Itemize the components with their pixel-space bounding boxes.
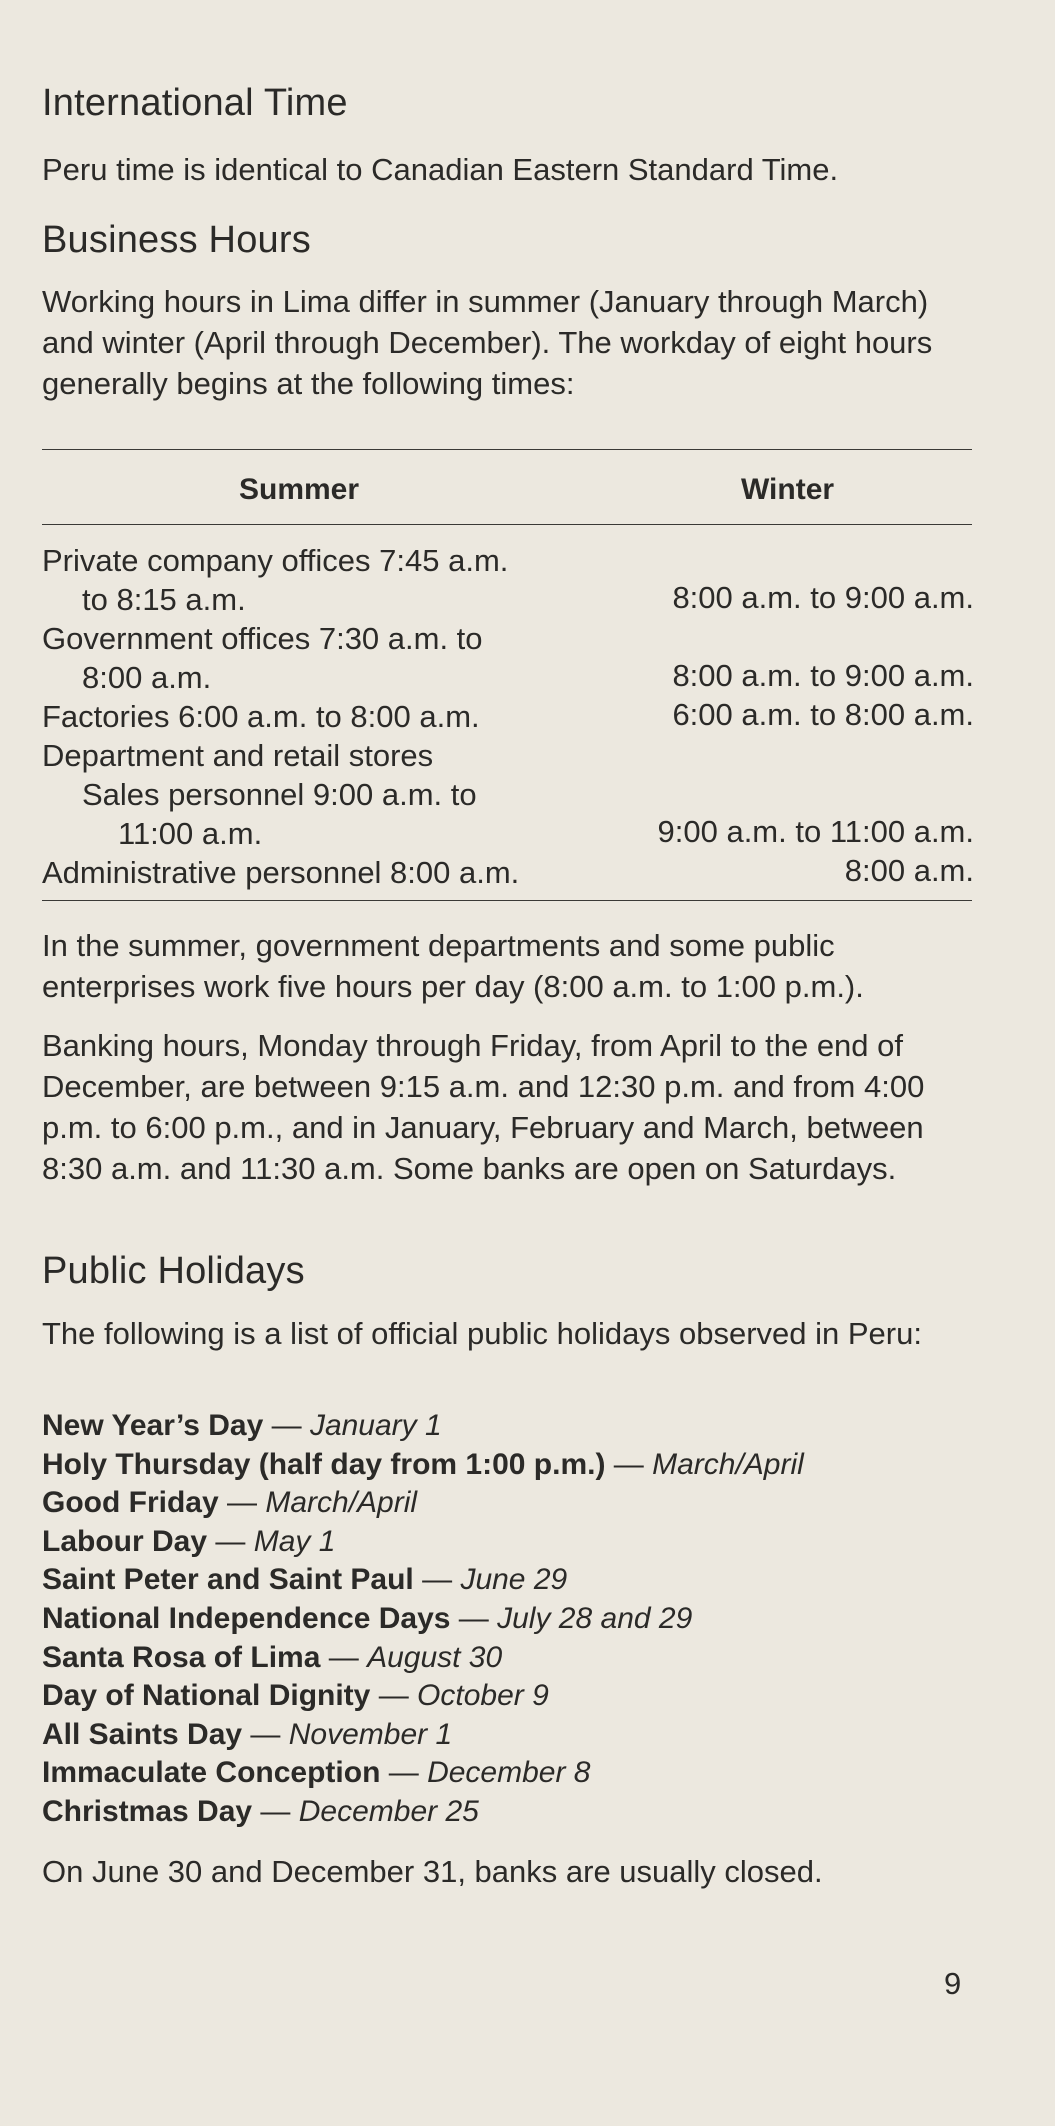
summer-cell: Sales personnel 9:00 a.m. to: [82, 777, 477, 812]
winter-cell: 8:00 a.m. to 9:00 a.m.: [672, 580, 974, 615]
winter-cell: 6:00 a.m. to 8:00 a.m.: [672, 697, 974, 732]
holiday-date: May 1: [253, 1524, 336, 1558]
international-time-text: Peru time is identical to Canadian Eastern Standard Time.: [42, 152, 839, 187]
holiday-name: Saint Peter and Saint Paul: [42, 1563, 414, 1597]
holiday-list: [42, 1407, 804, 1832]
table-top-rule: [42, 449, 972, 450]
holiday-name: All Saints Day: [42, 1717, 243, 1751]
winter-cell: 8:00 a.m. to 9:00 a.m.: [672, 658, 974, 693]
holiday-separator: —: [252, 1794, 299, 1828]
public-holidays-intro: The following is a list of official public holidays observed in Peru:: [42, 1316, 922, 1351]
business-hours-text: Working hours in Lima differ in summer (January through March) and winter (April through December). The workday of eight hours generally begins at the following times:: [42, 284, 933, 401]
list-item: [42, 1407, 804, 1446]
table-header-summer: Summer: [239, 473, 360, 506]
summer-cell: Department and retail stores: [42, 738, 434, 773]
summer-cell: 8:00 a.m.: [82, 660, 212, 695]
holiday-date: August 30: [367, 1640, 503, 1674]
holiday-date: December 8: [427, 1756, 591, 1790]
holiday-separator: —: [413, 1563, 461, 1597]
holiday-name: Santa Rosa of Lima: [42, 1640, 321, 1674]
holiday-date: June 29: [460, 1563, 568, 1597]
banking-hours-note: Banking hours, Monday through Friday, from April to the end of December, are between 9:15 a.m. and 12:30 p.m. and from 4:00 p.m. to 6:00 p.m., and in January, February and March, between 8:30 a.m. and 11:30 a.m. Some banks are open on Saturdays.: [42, 1028, 925, 1186]
holiday-name: Day of National Dignity: [42, 1679, 371, 1713]
table-bottom-rule: [42, 900, 972, 901]
summer-cell: to 8:15 a.m.: [82, 582, 246, 617]
holiday-name: Holy Thursday (half day from 1:00 p.m.): [42, 1447, 606, 1481]
holiday-separator: —: [263, 1409, 310, 1442]
holiday-name: Christmas Day: [42, 1794, 253, 1828]
holiday-date: December 25: [298, 1794, 479, 1828]
holiday-date: March/April: [265, 1486, 418, 1520]
holiday-separator: —: [605, 1447, 653, 1481]
holiday-date: March/April: [652, 1447, 804, 1481]
holiday-separator: —: [320, 1640, 368, 1674]
international-time-heading: International Time: [42, 82, 348, 124]
holiday-separator: —: [218, 1486, 266, 1520]
holiday-name: Immaculate Conception: [42, 1756, 381, 1790]
holiday-name: Good Friday: [42, 1486, 219, 1520]
summer-cell: Private company offices 7:45 a.m.: [42, 543, 509, 578]
table-header-rule: [42, 524, 972, 525]
public-holidays-heading: Public Holidays: [42, 1250, 305, 1292]
holiday-separator: —: [207, 1524, 254, 1558]
list-item: [42, 1561, 804, 1600]
summer-cell: Administrative personnel 8:00 a.m.: [42, 855, 520, 890]
holiday-separator: —: [370, 1679, 418, 1713]
winter-cell: 9:00 a.m. to 11:00 a.m.: [657, 814, 974, 849]
holiday-date: January 1: [309, 1409, 442, 1442]
business-hours-heading: Business Hours: [42, 219, 311, 261]
list-item: [42, 1600, 804, 1639]
table-header-winter: Winter: [741, 473, 835, 506]
list-item: [42, 1754, 804, 1793]
list-item: [42, 1523, 804, 1562]
summer-cell: 11:00 a.m.: [118, 816, 263, 851]
holiday-date: November 1: [288, 1717, 453, 1751]
bank-closure-note: On June 30 and December 31, banks are usually closed.: [42, 1854, 823, 1889]
list-item: [42, 1793, 804, 1832]
summer-cell: Government offices 7:30 a.m. to: [42, 621, 483, 656]
holiday-separator: —: [242, 1717, 289, 1751]
winter-cell: 8:00 a.m.: [844, 853, 974, 888]
page-number: 9: [944, 1966, 962, 2001]
list-item: [42, 1484, 804, 1523]
holiday-date: October 9: [417, 1679, 549, 1713]
holiday-name: Labour Day: [42, 1524, 208, 1558]
summer-hours-note: In the summer, government departments and some public enterprises work five hours per day (8:00 a.m. to 1:00 p.m.).: [42, 928, 864, 1004]
holiday-name: National Independence Days: [42, 1601, 451, 1635]
holiday-separator: —: [450, 1601, 498, 1635]
holiday-separator: —: [380, 1756, 428, 1790]
list-item: [42, 1639, 804, 1678]
list-item: [42, 1446, 804, 1485]
list-item: [42, 1677, 804, 1716]
holiday-name: New Year’s Day: [42, 1409, 264, 1442]
summer-cell: Factories 6:00 a.m. to 8:00 a.m.: [42, 699, 480, 734]
list-item: [42, 1716, 804, 1755]
holiday-date: July 28 and 29: [497, 1601, 693, 1635]
